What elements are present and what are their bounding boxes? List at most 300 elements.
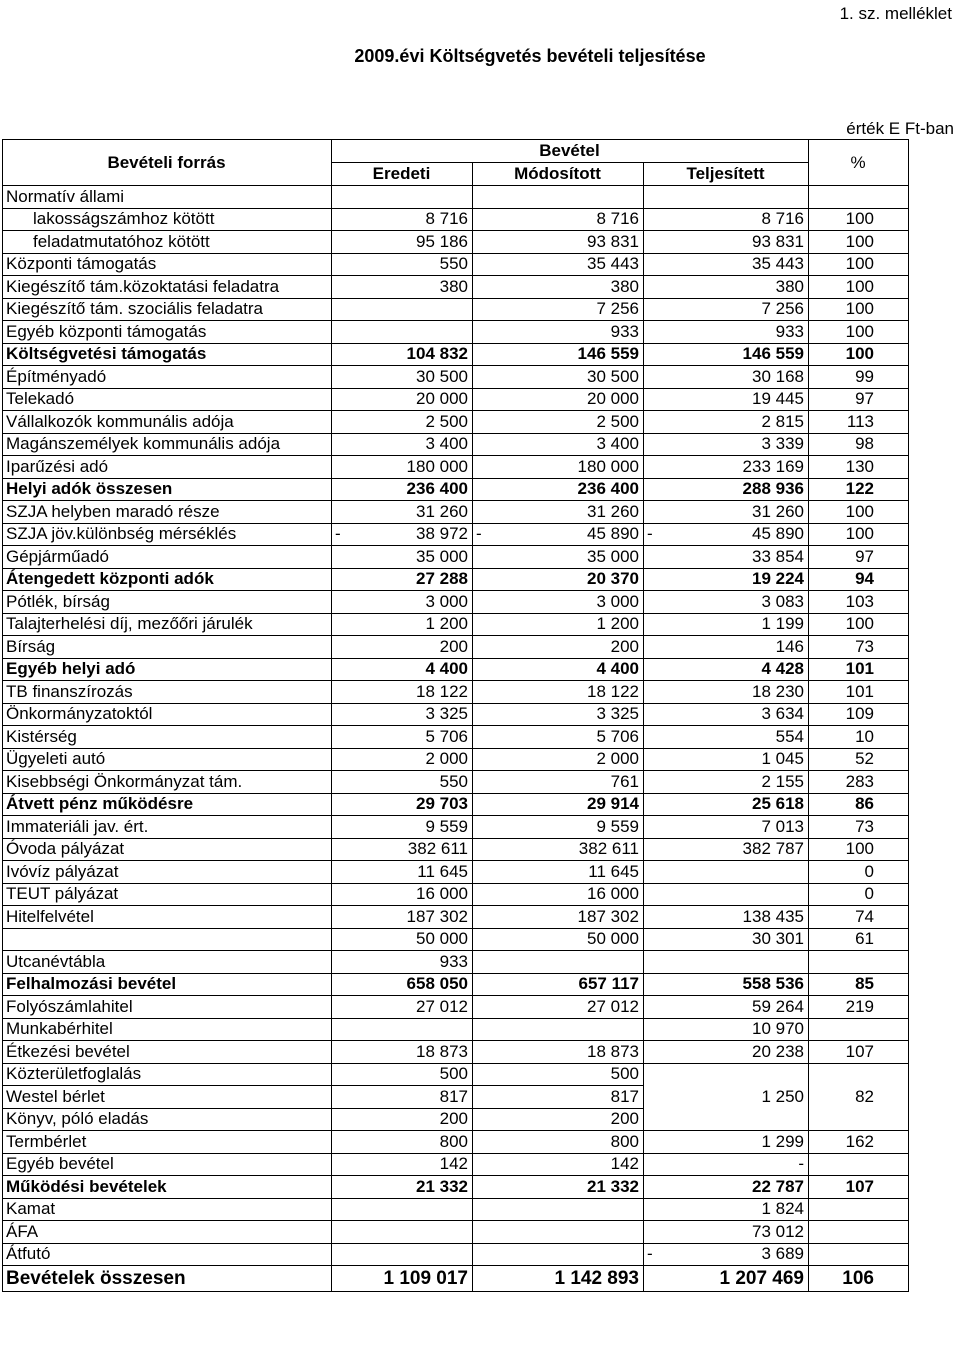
orig-value: 2 500 (425, 411, 468, 431)
name-value: Munkabérhitel (6, 1019, 113, 1039)
table-row (3, 681, 909, 704)
cell-name (3, 1221, 332, 1244)
cell-done (644, 456, 809, 479)
cell-done (644, 1086, 809, 1109)
orig-value: 38 972 (416, 524, 468, 544)
header-completed: Teljesített (644, 163, 809, 186)
name-value: Működési bevételek (6, 1176, 167, 1196)
cell-orig (332, 253, 473, 276)
pct-value: 100 (845, 299, 874, 319)
pct-value: 100 (845, 501, 874, 521)
cell-pct (809, 1063, 909, 1086)
table-row (3, 996, 909, 1019)
sign-mark: - (647, 524, 653, 544)
cell-pct (809, 298, 909, 321)
name-value: Közterületfoglalás (6, 1064, 142, 1084)
mod-value: 200 (610, 636, 639, 656)
cell-mod (473, 388, 644, 411)
mod-value: 380 (610, 276, 639, 296)
cell-pct (809, 276, 909, 299)
cell-done (644, 388, 809, 411)
cell-done (644, 1243, 809, 1266)
table-row (3, 591, 909, 614)
pct-value: 283 (845, 771, 874, 791)
cell-name (3, 861, 332, 884)
cell-mod (473, 861, 644, 884)
table-row (3, 1221, 909, 1244)
name-value: Utcanévtábla (6, 951, 106, 971)
name-value: SZJA helyben maradó része (6, 501, 220, 521)
done-value: 8 716 (761, 209, 804, 229)
mod-value: 3 000 (596, 591, 639, 611)
mod-value: 35 000 (587, 546, 639, 566)
orig-value: 550 (439, 254, 468, 274)
cell-done (644, 613, 809, 636)
cell-pct (809, 568, 909, 591)
cell-name (3, 208, 332, 231)
done-value: 138 435 (742, 906, 804, 926)
mod-value: 18 873 (587, 1041, 639, 1061)
cell-done (644, 1153, 809, 1176)
table-row (3, 298, 909, 321)
cell-name (3, 883, 332, 906)
table-row (3, 1176, 909, 1199)
table-row (3, 523, 909, 546)
cell-orig (332, 951, 473, 974)
cell-pct (809, 771, 909, 794)
cell-orig (332, 748, 473, 771)
orig-value: 500 (439, 1064, 468, 1084)
cell-mod (473, 996, 644, 1019)
mod-value: 4 400 (596, 659, 639, 679)
done-value: 30 168 (752, 366, 804, 386)
cell-mod (473, 1176, 644, 1199)
cell-mod (473, 726, 644, 749)
unit-note: érték E Ft-ban (846, 119, 954, 138)
cell-done (644, 681, 809, 704)
mod-value: 200 (610, 1109, 639, 1129)
cell-name (3, 1198, 332, 1221)
table-row (3, 253, 909, 276)
name-value: Kistérség (6, 726, 77, 746)
done-value: - (798, 1154, 804, 1174)
orig-value: 20 000 (416, 389, 468, 409)
cell-name (3, 321, 332, 344)
cell-mod (473, 1063, 644, 1086)
cell-mod (473, 951, 644, 974)
mod-value: 11 645 (588, 861, 639, 881)
cell-pct (809, 501, 909, 524)
name-value: Központi támogatás (6, 254, 157, 274)
cell-orig (332, 996, 473, 1019)
cell-name (3, 456, 332, 479)
cell-done (644, 906, 809, 929)
cell-pct (809, 748, 909, 771)
cell-name (3, 613, 332, 636)
cell-pct (809, 546, 909, 569)
cell-done (644, 186, 809, 209)
cell-done (644, 883, 809, 906)
cell-mod (473, 816, 644, 839)
mod-value: 20 370 (587, 569, 639, 589)
table-row (3, 366, 909, 389)
header-modified: Módosított (473, 163, 644, 186)
cell-orig (332, 793, 473, 816)
header-original: Eredeti (332, 163, 473, 186)
cell-orig (332, 1131, 473, 1154)
cell-orig (332, 433, 473, 456)
done-value: 45 890 (752, 524, 804, 544)
cell-done (644, 298, 809, 321)
orig-value: 35 000 (416, 546, 468, 566)
cell-name (3, 343, 332, 366)
done-value: 1 299 (761, 1131, 804, 1151)
done-value: 59 264 (752, 996, 804, 1016)
name-value: Egyéb bevétel (6, 1154, 114, 1174)
cell-name (3, 501, 332, 524)
name-value: Kisebbségi Önkormányzat tám. (6, 771, 243, 791)
name-value: Költségvetési támogatás (6, 344, 207, 364)
name-value: Egyéb központi támogatás (6, 321, 207, 341)
mod-value: 761 (610, 771, 639, 791)
pct-value: 100 (845, 839, 874, 859)
cell-orig (332, 298, 473, 321)
cell-done (644, 411, 809, 434)
pct-value: 101 (845, 681, 874, 701)
cell-done (644, 748, 809, 771)
cell-orig (332, 973, 473, 996)
cell-mod (473, 1108, 644, 1131)
cell-orig (332, 1041, 473, 1064)
cell-done (644, 1108, 809, 1131)
mod-value: 500 (610, 1064, 639, 1084)
annex-label: 1. sz. melléklet (839, 4, 952, 23)
pct-value: 73 (855, 636, 874, 656)
cell-done (644, 703, 809, 726)
done-value: 2 155 (761, 771, 804, 791)
cell-name (3, 838, 332, 861)
orig-value: 187 302 (406, 906, 468, 926)
cell-done (644, 546, 809, 569)
done-value: 31 260 (752, 501, 804, 521)
cell-pct (809, 343, 909, 366)
pct-value: 99 (855, 366, 874, 386)
mod-value: 5 706 (596, 726, 639, 746)
orig-value: 933 (439, 951, 468, 971)
cell-name (3, 253, 332, 276)
cell-mod (473, 1198, 644, 1221)
pct-value: 100 (845, 344, 874, 364)
done-value: 146 559 (742, 344, 804, 364)
orig-value: 18 873 (416, 1041, 468, 1061)
mod-value: 30 500 (587, 366, 639, 386)
cell-mod (473, 186, 644, 209)
table-row (3, 928, 909, 951)
cell-mod (473, 253, 644, 276)
cell-name (3, 996, 332, 1019)
cell-orig (332, 366, 473, 389)
done-value: 3 634 (761, 704, 804, 724)
cell-done (644, 1041, 809, 1064)
mod-value: 21 332 (587, 1176, 639, 1196)
orig-value: 95 186 (416, 231, 468, 251)
mod-value: 817 (610, 1086, 639, 1106)
cell-orig (332, 681, 473, 704)
mod-value: 800 (610, 1131, 639, 1151)
done-value: 1 199 (761, 614, 804, 634)
name-value: Átengedett központi adók (6, 569, 214, 589)
mod-value: 180 000 (577, 456, 639, 476)
cell-orig (332, 276, 473, 299)
orig-value: 800 (439, 1131, 468, 1151)
cell-orig (332, 1243, 473, 1266)
table-row (3, 1041, 909, 1064)
orig-value: 382 611 (407, 839, 468, 859)
orig-value: 5 706 (425, 726, 468, 746)
mod-value: 1 142 893 (554, 1267, 639, 1289)
cell-mod (473, 1243, 644, 1266)
name-value: Kamat (6, 1199, 56, 1219)
orig-value: 2 000 (425, 749, 468, 769)
cell-pct (809, 658, 909, 681)
pct-value: 107 (845, 1176, 874, 1196)
table-row (3, 1131, 909, 1154)
cell-done (644, 928, 809, 951)
pct-value: 100 (845, 276, 874, 296)
cell-done (644, 276, 809, 299)
cell-mod (473, 1266, 644, 1292)
cell-name (3, 928, 332, 951)
cell-mod (473, 1041, 644, 1064)
orig-value: 1 109 017 (383, 1267, 468, 1289)
cell-pct (809, 366, 909, 389)
cell-orig (332, 838, 473, 861)
cell-name (3, 591, 332, 614)
cell-mod (473, 411, 644, 434)
cell-pct (809, 1131, 909, 1154)
cell-mod (473, 1018, 644, 1041)
pct-value: 162 (845, 1131, 874, 1151)
pct-value: 0 (864, 884, 874, 904)
done-value: 558 536 (742, 974, 804, 994)
cell-name (3, 748, 332, 771)
cell-done (644, 838, 809, 861)
cell-name (3, 1018, 332, 1041)
cell-mod (473, 658, 644, 681)
mod-value: 35 443 (587, 254, 639, 274)
cell-mod (473, 343, 644, 366)
cell-orig (332, 816, 473, 839)
table-row (3, 1018, 909, 1041)
pct-value: 82 (855, 1086, 874, 1106)
cell-name (3, 1063, 332, 1086)
cell-orig (332, 343, 473, 366)
pct-value: 219 (845, 996, 874, 1016)
table-row (3, 883, 909, 906)
mod-value: 16 000 (587, 884, 639, 904)
cell-done (644, 501, 809, 524)
pct-value: 86 (855, 794, 874, 814)
orig-value: 16 000 (416, 884, 468, 904)
cell-orig (332, 478, 473, 501)
cell-pct (809, 1243, 909, 1266)
done-value: 33 854 (752, 546, 804, 566)
cell-done (644, 726, 809, 749)
orig-value: 817 (439, 1086, 468, 1106)
cell-name (3, 636, 332, 659)
table-row (3, 1086, 909, 1109)
cell-orig (332, 208, 473, 231)
orig-value: 18 122 (416, 681, 468, 701)
table-row (3, 613, 909, 636)
cell-pct (809, 1198, 909, 1221)
done-value: 19 224 (752, 569, 804, 589)
mod-value: 3 400 (596, 434, 639, 454)
cell-name (3, 523, 332, 546)
header-percent: % (809, 140, 909, 186)
cell-pct (809, 1108, 909, 1131)
mod-value: 93 831 (587, 231, 639, 251)
pct-value: 100 (845, 209, 874, 229)
name-value: Folyószámlahitel (6, 996, 133, 1016)
cell-pct (809, 523, 909, 546)
cell-done (644, 1131, 809, 1154)
cell-pct (809, 1041, 909, 1064)
cell-pct (809, 186, 909, 209)
mod-value: 45 890 (587, 524, 639, 544)
cell-orig (332, 546, 473, 569)
cell-name (3, 816, 332, 839)
pct-value: 109 (845, 704, 874, 724)
cell-done (644, 951, 809, 974)
cell-pct (809, 951, 909, 974)
pct-value: 10 (855, 726, 874, 746)
cell-done (644, 1176, 809, 1199)
cell-pct (809, 433, 909, 456)
cell-name (3, 433, 332, 456)
header-revenue: Bevétel (332, 140, 809, 163)
cell-done (644, 861, 809, 884)
table-row (3, 658, 909, 681)
mod-value: 236 400 (577, 479, 639, 499)
orig-value: 50 000 (416, 929, 468, 949)
done-value: 25 618 (752, 794, 804, 814)
cell-mod (473, 793, 644, 816)
pct-value: 100 (845, 231, 874, 251)
table-row (3, 546, 909, 569)
cell-mod (473, 523, 644, 546)
done-value: 22 787 (752, 1176, 804, 1196)
table-row (3, 478, 909, 501)
cell-pct (809, 973, 909, 996)
cell-done (644, 343, 809, 366)
cell-name (3, 658, 332, 681)
cell-orig (332, 703, 473, 726)
table-row (3, 501, 909, 524)
name-value: Hitelfelvétel (6, 906, 94, 926)
cell-done (644, 231, 809, 254)
done-value: 3 339 (761, 434, 804, 454)
table-row (3, 726, 909, 749)
cell-mod (473, 366, 644, 389)
table-row (3, 208, 909, 231)
cell-name (3, 906, 332, 929)
mod-value: 933 (610, 321, 639, 341)
sign-mark: - (335, 524, 341, 544)
cell-pct (809, 1221, 909, 1244)
revenue-table (2, 139, 909, 1292)
table-row (3, 186, 909, 209)
cell-orig (332, 388, 473, 411)
name-value: Bevételek összesen (6, 1267, 186, 1289)
orig-value: 29 703 (416, 794, 468, 814)
pct-value: 61 (855, 929, 874, 949)
orig-value: 658 050 (406, 974, 468, 994)
done-value: 933 (775, 321, 804, 341)
cell-mod (473, 748, 644, 771)
cell-mod (473, 838, 644, 861)
name-value: Gépjárműadó (6, 546, 110, 566)
page-title: 2009.évi Költségvetés bevételi teljesítése (354, 46, 706, 66)
done-value: 35 443 (752, 254, 804, 274)
cell-orig (332, 1266, 473, 1292)
cell-name (3, 726, 332, 749)
cell-name (3, 546, 332, 569)
orig-value: 4 400 (425, 659, 468, 679)
mod-value: 7 256 (596, 299, 639, 319)
cell-done (644, 321, 809, 344)
sign-mark: - (647, 1244, 653, 1264)
cell-pct (809, 838, 909, 861)
cell-mod (473, 636, 644, 659)
name-value: lakosságszámhoz kötött (33, 209, 215, 229)
cell-pct (809, 1153, 909, 1176)
name-value: Talajterhelési díj, mezőőri járulék (6, 614, 253, 634)
table-row (3, 568, 909, 591)
name-value: Kiegészítő tám. szociális feladatra (6, 299, 264, 319)
cell-orig (332, 1153, 473, 1176)
cell-done (644, 793, 809, 816)
name-value: Óvoda pályázat (6, 839, 125, 859)
cell-name (3, 366, 332, 389)
mod-value: 27 012 (587, 996, 639, 1016)
cell-mod (473, 906, 644, 929)
cell-mod (473, 771, 644, 794)
cell-orig (332, 1176, 473, 1199)
cell-name (3, 478, 332, 501)
pct-value: 52 (855, 749, 874, 769)
cell-orig (332, 411, 473, 434)
cell-orig (332, 231, 473, 254)
cell-orig (332, 1108, 473, 1131)
cell-mod (473, 1086, 644, 1109)
cell-mod (473, 883, 644, 906)
cell-orig (332, 456, 473, 479)
mod-value: 3 325 (596, 704, 639, 724)
pct-value: 130 (845, 456, 874, 476)
table-row (3, 321, 909, 344)
cell-mod (473, 681, 644, 704)
cell-pct (809, 906, 909, 929)
cell-name (3, 951, 332, 974)
mod-value: 382 611 (578, 839, 639, 859)
table-row (3, 1266, 909, 1292)
done-value: 30 301 (752, 929, 804, 949)
cell-orig (332, 186, 473, 209)
name-value: feladatmutatóhoz kötött (33, 231, 210, 251)
name-value: Átvett pénz működésre (6, 794, 194, 814)
cell-done (644, 658, 809, 681)
